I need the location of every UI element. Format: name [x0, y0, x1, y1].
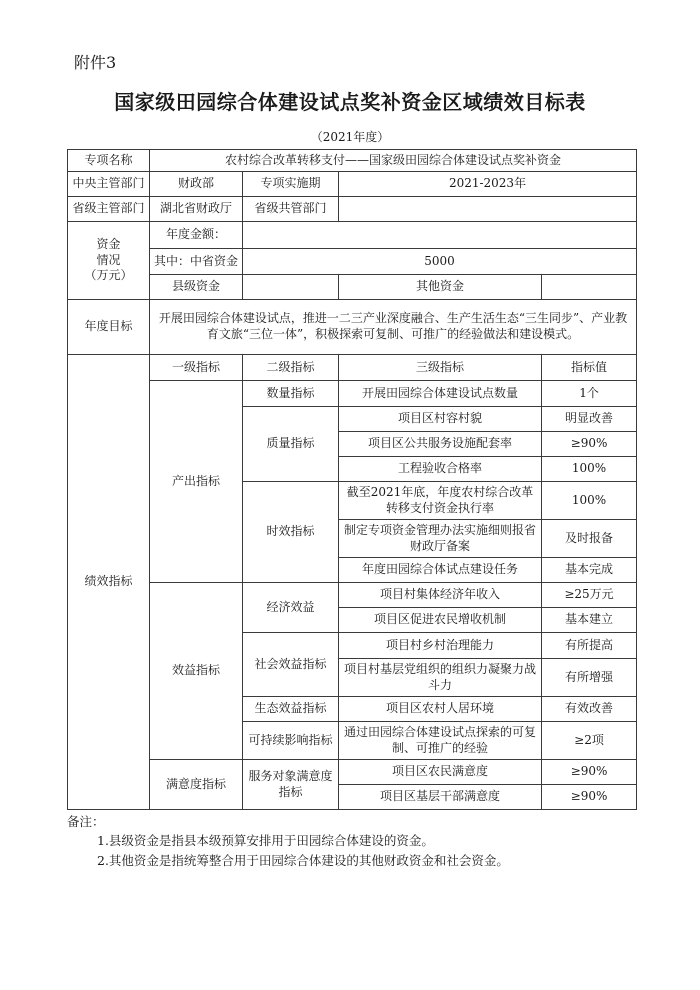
other-funds-label: 其他资金 [339, 275, 542, 300]
indicator-value: 有所增强 [542, 659, 637, 697]
period-label: 专项实施期 [243, 172, 339, 197]
col-level2-header: 二级指标 [243, 355, 339, 381]
attachment-label: 附件3 [74, 53, 117, 72]
notes-section [67, 812, 667, 870]
table-row: 项目区农民满意度 [339, 760, 542, 785]
quality-indicator-label: 质量指标 [243, 407, 339, 482]
province-co-label: 省级共管部门 [243, 197, 339, 222]
indicator-value: 基本建立 [542, 608, 637, 633]
table-row: 项目区促进农民增收机制 [339, 608, 542, 633]
indicator-value: 有所提高 [542, 633, 637, 659]
indicator-value: 100% [542, 457, 637, 482]
indicator-value: 有效改善 [542, 697, 637, 722]
indicator-value: ≥25万元 [542, 583, 637, 608]
quantity-indicator-label: 数量指标 [243, 381, 339, 407]
social-benefit-label: 社会效益指标 [243, 633, 339, 697]
table-row: 项目区农村人居环境 [339, 697, 542, 722]
province-dept-value: 湖北省财政厅 [150, 197, 243, 222]
performance-target-table [67, 149, 637, 810]
eco-benefit-label: 生态效益指标 [243, 697, 339, 722]
economic-benefit-label: 经济效益 [243, 583, 339, 633]
table-row: 项目区公共服务设施配套率 [339, 432, 542, 457]
other-funds-value [542, 275, 637, 300]
annual-goal-label: 年度目标 [68, 300, 150, 355]
page-title: 国家级田园综合体建设试点奖补资金区域绩效目标表 [114, 90, 586, 114]
table-row: 年度田园综合体试点建设任务 [339, 558, 542, 583]
service-satisfaction-label: 服务对象满意度指标 [243, 760, 339, 810]
year-label: （2021年度） [310, 130, 390, 144]
project-name-label: 专项名称 [68, 150, 150, 172]
notes-title: 备注： [67, 814, 105, 829]
annual-amount-label: 年度金额： [150, 222, 243, 249]
timeliness-indicator-label: 时效指标 [243, 482, 339, 583]
central-prov-funds-label: 其中：中省资金 [150, 249, 243, 275]
period-value: 2021-2023年 [339, 172, 637, 197]
note-item: 2.其他资金是指统筹整合用于田园综合体建设的其他财政资金和社会资金。 [97, 852, 509, 868]
indicator-value: 明显改善 [542, 407, 637, 432]
benefit-indicators-label: 效益指标 [150, 583, 243, 760]
county-funds-value [243, 275, 339, 300]
indicator-value: 及时报备 [542, 520, 637, 558]
annual-amount-value [243, 222, 637, 249]
table-row: 项目区村容村貌 [339, 407, 542, 432]
annual-goal-value: 开展田园综合体建设试点，推进一二三产业深度融合、生产生活生态“三生同步”、产业教育文旅“三位一体”，积极探索可复制、可推广的经验做法和建设模式。 [150, 300, 637, 355]
table-row: 项目村基层党组织的组织力凝聚力战斗力 [339, 659, 542, 697]
project-name-value: 农村综合改革转移支付——国家级田园综合体建设试点奖补资金 [150, 150, 637, 172]
central-dept-label: 中央主管部门 [68, 172, 150, 197]
indicator-value: ≥90% [542, 785, 637, 810]
satisfaction-indicators-label: 满意度指标 [150, 760, 243, 810]
performance-indicators-label: 绩效指标 [68, 355, 150, 810]
central-dept-value: 财政部 [150, 172, 243, 197]
indicator-value: ≥90% [542, 432, 637, 457]
indicator-value: ≥90% [542, 760, 637, 785]
table-row: 截至2021年底，年度农村综合改革转移支付资金执行率 [339, 482, 542, 520]
table-row: 通过田园综合体建设试点探索的可复制、可推广的经验 [339, 722, 542, 760]
table-row: 项目区基层干部满意度 [339, 785, 542, 810]
indicator-value: 基本完成 [542, 558, 637, 583]
sustainable-impact-label: 可持续影响指标 [243, 722, 339, 760]
output-indicators-label: 产出指标 [150, 381, 243, 583]
indicator-value: ≥2项 [542, 722, 637, 760]
table-row: 制定专项资金管理办法实施细则报省财政厅备案 [339, 520, 542, 558]
table-row: 项目村乡村治理能力 [339, 633, 542, 659]
indicator-value: 100% [542, 482, 637, 520]
table-row: 项目村集体经济年收入 [339, 583, 542, 608]
indicator-value: 1个 [542, 381, 637, 407]
col-value-header: 指标值 [542, 355, 637, 381]
table-row: 开展田园综合体建设试点数量 [339, 381, 542, 407]
table-row: 工程验收合格率 [339, 457, 542, 482]
note-item: 1.县级资金是指县本级预算安排用于田园综合体建设的资金。 [97, 833, 434, 849]
funds-label: 资金 情况 （万元） [68, 222, 150, 300]
county-funds-label: 县级资金 [150, 275, 243, 300]
central-prov-funds-value: 5000 [243, 249, 637, 275]
col-level3-header: 三级指标 [339, 355, 542, 381]
col-level1-header: 一级指标 [150, 355, 243, 381]
province-dept-label: 省级主管部门 [68, 197, 150, 222]
province-co-value [339, 197, 637, 222]
